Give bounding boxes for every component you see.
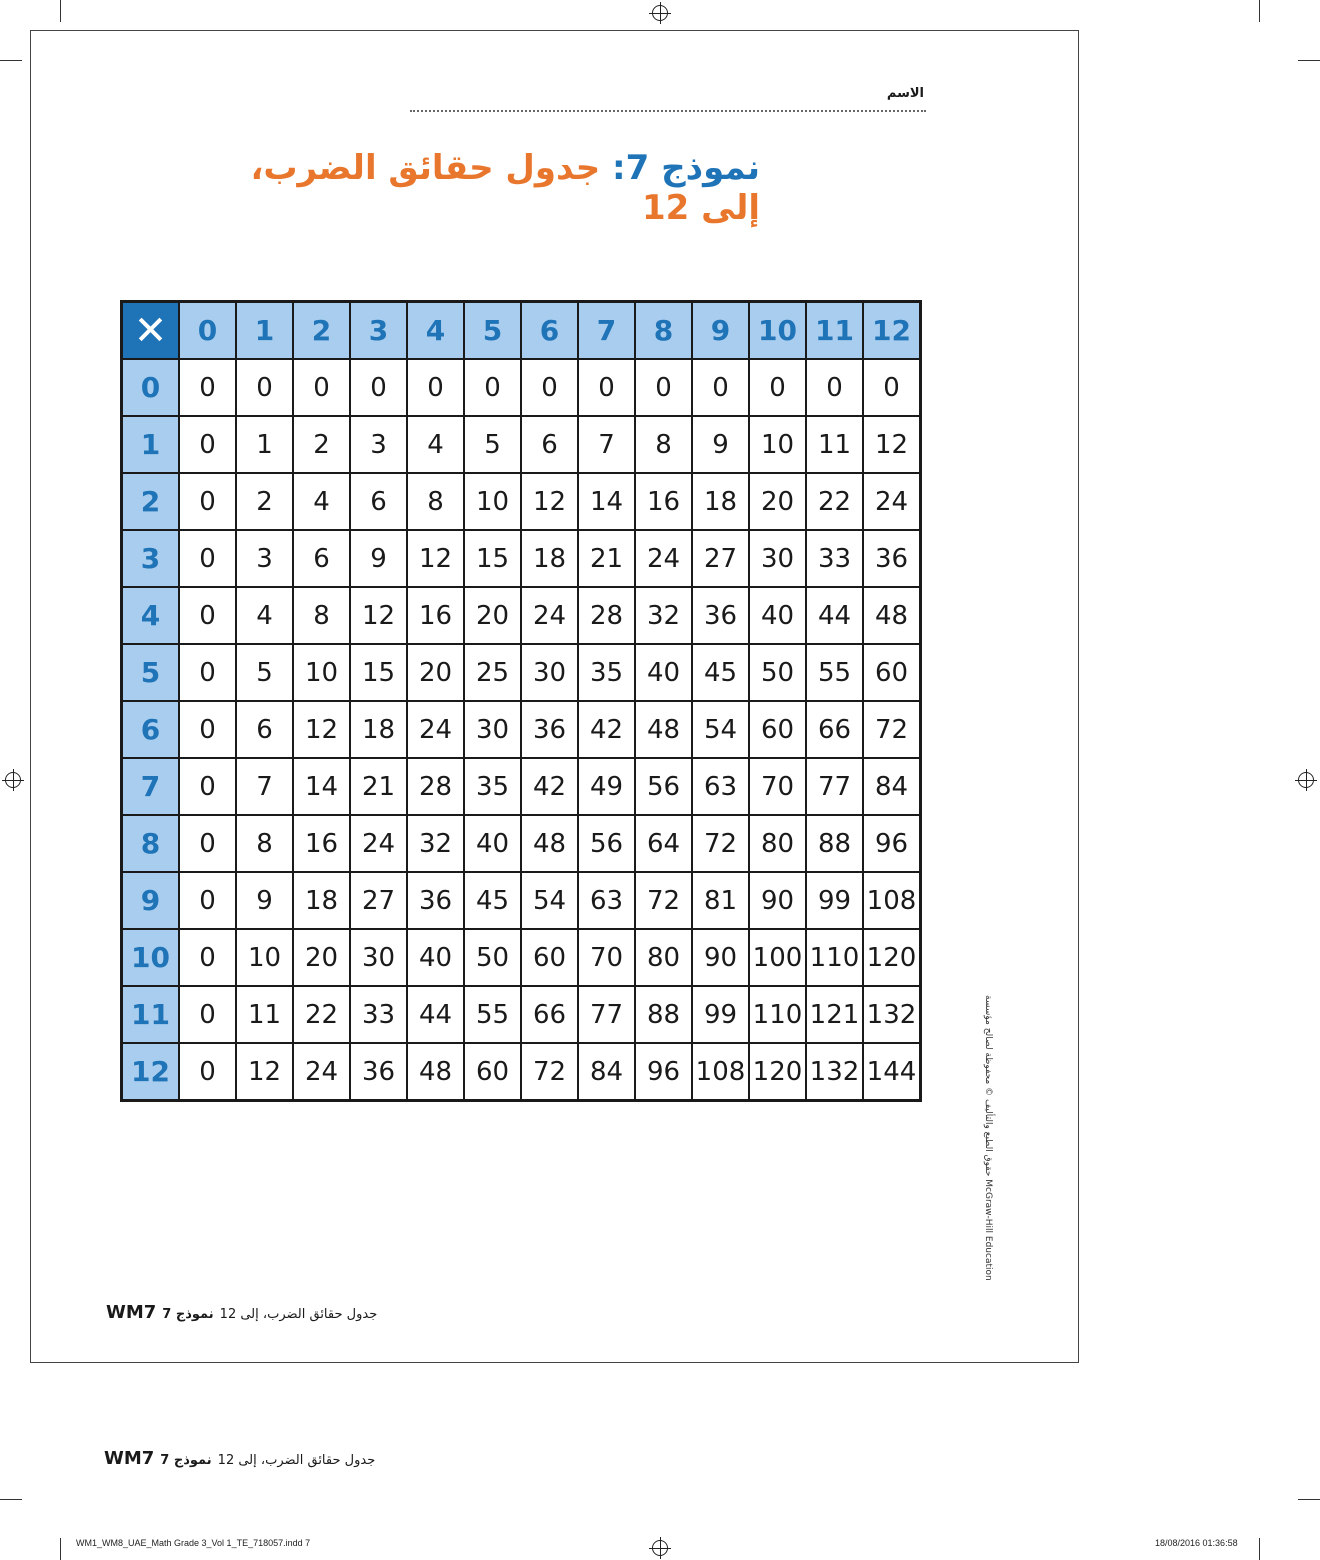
product-cell: 50 xyxy=(749,644,806,701)
table-row xyxy=(122,473,921,530)
footer-label-bold: نموذج 7 xyxy=(160,1453,212,1468)
copyright-credit: حقوق الطبع والتأليف © محفوظة لصالح مؤسسة McGraw-Hill Education xyxy=(983,995,993,1281)
product-cell: 20 xyxy=(407,644,464,701)
product-cell: 12 xyxy=(407,530,464,587)
product-cell: 55 xyxy=(806,644,863,701)
product-cell: 11 xyxy=(806,416,863,473)
crop-mark xyxy=(1259,1538,1260,1560)
product-cell: 56 xyxy=(635,758,692,815)
row-header: 0 xyxy=(122,359,180,416)
table-row xyxy=(122,587,921,644)
product-cell: 0 xyxy=(578,359,635,416)
product-cell: 0 xyxy=(236,359,293,416)
product-cell: 22 xyxy=(806,473,863,530)
footer-page-code: WM7 xyxy=(106,1302,157,1323)
multiply-icon: ✕ xyxy=(122,302,180,360)
product-cell: 32 xyxy=(407,815,464,872)
product-cell: 2 xyxy=(293,416,350,473)
product-cell: 42 xyxy=(521,758,578,815)
column-header: 0 xyxy=(179,302,236,360)
product-cell: 24 xyxy=(293,1043,350,1101)
slug-date: 18/08/2016 01:36:58 xyxy=(1155,1538,1238,1548)
product-cell: 8 xyxy=(236,815,293,872)
product-cell: 30 xyxy=(464,701,521,758)
product-cell: 80 xyxy=(749,815,806,872)
product-cell: 9 xyxy=(236,872,293,929)
product-cell: 20 xyxy=(293,929,350,986)
product-cell: 12 xyxy=(521,473,578,530)
product-cell: 90 xyxy=(692,929,749,986)
product-cell: 15 xyxy=(464,530,521,587)
product-cell: 0 xyxy=(293,359,350,416)
product-cell: 60 xyxy=(749,701,806,758)
row-header: 2 xyxy=(122,473,180,530)
product-cell: 40 xyxy=(635,644,692,701)
product-cell: 96 xyxy=(863,815,921,872)
product-cell: 24 xyxy=(407,701,464,758)
column-header: 5 xyxy=(464,302,521,360)
product-cell: 0 xyxy=(179,473,236,530)
product-cell: 99 xyxy=(692,986,749,1043)
product-cell: 88 xyxy=(806,815,863,872)
product-cell: 36 xyxy=(863,530,921,587)
crop-mark xyxy=(0,60,22,61)
product-cell: 24 xyxy=(635,530,692,587)
product-cell: 121 xyxy=(806,986,863,1043)
product-cell: 48 xyxy=(635,701,692,758)
product-cell: 90 xyxy=(749,872,806,929)
product-cell: 9 xyxy=(692,416,749,473)
table-row xyxy=(122,986,921,1043)
product-cell: 22 xyxy=(293,986,350,1043)
product-cell: 0 xyxy=(521,359,578,416)
product-cell: 16 xyxy=(407,587,464,644)
crop-mark xyxy=(1259,0,1260,22)
product-cell: 56 xyxy=(578,815,635,872)
product-cell: 42 xyxy=(578,701,635,758)
product-cell: 72 xyxy=(692,815,749,872)
product-cell: 110 xyxy=(749,986,806,1043)
row-header: 6 xyxy=(122,701,180,758)
table-row xyxy=(122,758,921,815)
product-cell: 9 xyxy=(350,530,407,587)
product-cell: 45 xyxy=(464,872,521,929)
product-cell: 72 xyxy=(635,872,692,929)
product-cell: 15 xyxy=(350,644,407,701)
product-cell: 7 xyxy=(578,416,635,473)
product-cell: 44 xyxy=(806,587,863,644)
product-cell: 36 xyxy=(692,587,749,644)
table-row xyxy=(122,815,921,872)
product-cell: 132 xyxy=(806,1043,863,1101)
product-cell: 0 xyxy=(179,1043,236,1101)
product-cell: 2 xyxy=(236,473,293,530)
product-cell: 0 xyxy=(179,815,236,872)
product-cell: 63 xyxy=(578,872,635,929)
product-cell: 35 xyxy=(464,758,521,815)
product-cell: 0 xyxy=(863,359,921,416)
product-cell: 1 xyxy=(236,416,293,473)
product-cell: 11 xyxy=(236,986,293,1043)
product-cell: 24 xyxy=(521,587,578,644)
footer-label-text: جدول حقائق الضرب، إلى 12 xyxy=(217,1453,376,1468)
registration-mark-icon xyxy=(652,1540,668,1556)
product-cell: 60 xyxy=(521,929,578,986)
product-cell: 60 xyxy=(464,1043,521,1101)
product-cell: 16 xyxy=(293,815,350,872)
product-cell: 77 xyxy=(578,986,635,1043)
table-row xyxy=(122,872,921,929)
product-cell: 0 xyxy=(464,359,521,416)
product-cell: 72 xyxy=(863,701,921,758)
product-cell: 20 xyxy=(749,473,806,530)
product-cell: 0 xyxy=(179,701,236,758)
product-cell: 0 xyxy=(179,530,236,587)
table-row xyxy=(122,416,921,473)
product-cell: 132 xyxy=(863,986,921,1043)
product-cell: 12 xyxy=(863,416,921,473)
product-cell: 14 xyxy=(578,473,635,530)
product-cell: 0 xyxy=(749,359,806,416)
product-cell: 18 xyxy=(521,530,578,587)
footer-page-code: WM7 xyxy=(104,1448,155,1469)
row-header: 3 xyxy=(122,530,180,587)
column-header: 4 xyxy=(407,302,464,360)
product-cell: 64 xyxy=(635,815,692,872)
product-cell: 100 xyxy=(749,929,806,986)
product-cell: 66 xyxy=(806,701,863,758)
column-header: 3 xyxy=(350,302,407,360)
product-cell: 20 xyxy=(464,587,521,644)
product-cell: 54 xyxy=(521,872,578,929)
product-cell: 84 xyxy=(863,758,921,815)
product-cell: 70 xyxy=(578,929,635,986)
product-cell: 24 xyxy=(350,815,407,872)
product-cell: 0 xyxy=(407,359,464,416)
product-cell: 28 xyxy=(578,587,635,644)
product-cell: 60 xyxy=(863,644,921,701)
product-cell: 0 xyxy=(350,359,407,416)
column-header: 7 xyxy=(578,302,635,360)
row-header: 1 xyxy=(122,416,180,473)
product-cell: 40 xyxy=(464,815,521,872)
product-cell: 70 xyxy=(749,758,806,815)
product-cell: 0 xyxy=(179,986,236,1043)
product-cell: 10 xyxy=(464,473,521,530)
product-cell: 8 xyxy=(635,416,692,473)
product-cell: 0 xyxy=(635,359,692,416)
product-cell: 12 xyxy=(350,587,407,644)
product-cell: 10 xyxy=(749,416,806,473)
page-title xyxy=(220,148,760,228)
table-row xyxy=(122,359,921,416)
product-cell: 0 xyxy=(179,872,236,929)
product-cell: 35 xyxy=(578,644,635,701)
product-cell: 12 xyxy=(293,701,350,758)
product-cell: 7 xyxy=(236,758,293,815)
product-cell: 110 xyxy=(806,929,863,986)
product-cell: 49 xyxy=(578,758,635,815)
product-cell: 6 xyxy=(236,701,293,758)
product-cell: 63 xyxy=(692,758,749,815)
product-cell: 40 xyxy=(749,587,806,644)
product-cell: 84 xyxy=(578,1043,635,1101)
column-header: 10 xyxy=(749,302,806,360)
product-cell: 54 xyxy=(692,701,749,758)
crop-mark xyxy=(60,0,61,22)
product-cell: 0 xyxy=(179,416,236,473)
registration-mark-icon xyxy=(652,5,668,21)
row-header: 4 xyxy=(122,587,180,644)
product-cell: 40 xyxy=(407,929,464,986)
product-cell: 50 xyxy=(464,929,521,986)
row-header: 7 xyxy=(122,758,180,815)
crop-mark xyxy=(60,1538,61,1560)
product-cell: 0 xyxy=(806,359,863,416)
product-cell: 0 xyxy=(179,587,236,644)
product-cell: 18 xyxy=(692,473,749,530)
crop-mark xyxy=(1298,1499,1320,1500)
title-main: جدول حقائق الضرب، إلى 12 xyxy=(250,148,760,228)
registration-mark-icon xyxy=(1298,772,1314,788)
table-row xyxy=(122,530,921,587)
product-cell: 3 xyxy=(350,416,407,473)
product-cell: 66 xyxy=(521,986,578,1043)
product-cell: 4 xyxy=(236,587,293,644)
column-header: 11 xyxy=(806,302,863,360)
product-cell: 12 xyxy=(236,1043,293,1101)
product-cell: 0 xyxy=(179,644,236,701)
table-row xyxy=(122,929,921,986)
product-cell: 81 xyxy=(692,872,749,929)
product-cell: 6 xyxy=(350,473,407,530)
product-cell: 108 xyxy=(863,872,921,929)
product-cell: 99 xyxy=(806,872,863,929)
product-cell: 25 xyxy=(464,644,521,701)
product-cell: 18 xyxy=(293,872,350,929)
row-header: 10 xyxy=(122,929,180,986)
row-header: 9 xyxy=(122,872,180,929)
product-cell: 8 xyxy=(407,473,464,530)
crop-mark xyxy=(0,1499,22,1500)
product-cell: 48 xyxy=(407,1043,464,1101)
column-header: 9 xyxy=(692,302,749,360)
table-row xyxy=(122,701,921,758)
product-cell: 8 xyxy=(293,587,350,644)
column-header: 2 xyxy=(293,302,350,360)
product-cell: 4 xyxy=(407,416,464,473)
product-cell: 48 xyxy=(863,587,921,644)
product-cell: 18 xyxy=(350,701,407,758)
row-header: 11 xyxy=(122,986,180,1043)
product-cell: 77 xyxy=(806,758,863,815)
footer-label-bold: نموذج 7 xyxy=(162,1307,214,1322)
name-line[interactable] xyxy=(410,110,926,112)
product-cell: 0 xyxy=(179,758,236,815)
product-cell: 30 xyxy=(749,530,806,587)
table-row xyxy=(122,1043,921,1101)
product-cell: 33 xyxy=(350,986,407,1043)
product-cell: 30 xyxy=(521,644,578,701)
product-cell: 72 xyxy=(521,1043,578,1101)
product-cell: 0 xyxy=(179,929,236,986)
product-cell: 55 xyxy=(464,986,521,1043)
product-cell: 21 xyxy=(350,758,407,815)
table-header-row xyxy=(122,302,921,360)
column-header: 8 xyxy=(635,302,692,360)
product-cell: 3 xyxy=(236,530,293,587)
product-cell: 27 xyxy=(350,872,407,929)
column-header: 1 xyxy=(236,302,293,360)
column-header: 12 xyxy=(863,302,921,360)
column-header: 6 xyxy=(521,302,578,360)
product-cell: 48 xyxy=(521,815,578,872)
product-cell: 36 xyxy=(350,1043,407,1101)
multiplication-table xyxy=(120,300,922,1102)
row-header: 5 xyxy=(122,644,180,701)
crop-mark xyxy=(1298,60,1320,61)
registration-mark-icon xyxy=(5,772,21,788)
slug-file: WM1_WM8_UAE_Math Grade 3_Vol 1_TE_718057.indd 7 xyxy=(76,1538,311,1548)
product-cell: 36 xyxy=(521,701,578,758)
product-cell: 27 xyxy=(692,530,749,587)
name-label: الاسم xyxy=(886,86,924,101)
product-cell: 36 xyxy=(407,872,464,929)
product-cell: 0 xyxy=(179,359,236,416)
row-header: 8 xyxy=(122,815,180,872)
footer-label-text: جدول حقائق الضرب، إلى 12 xyxy=(219,1307,378,1322)
product-cell: 6 xyxy=(293,530,350,587)
product-cell: 6 xyxy=(521,416,578,473)
product-cell: 10 xyxy=(236,929,293,986)
product-cell: 30 xyxy=(350,929,407,986)
product-cell: 33 xyxy=(806,530,863,587)
title-prefix: نموذج 7: xyxy=(612,148,760,188)
product-cell: 28 xyxy=(407,758,464,815)
product-cell: 4 xyxy=(293,473,350,530)
product-cell: 5 xyxy=(236,644,293,701)
inner-footer xyxy=(106,1302,377,1323)
product-cell: 0 xyxy=(692,359,749,416)
product-cell: 21 xyxy=(578,530,635,587)
product-cell: 96 xyxy=(635,1043,692,1101)
product-cell: 32 xyxy=(635,587,692,644)
product-cell: 144 xyxy=(863,1043,921,1101)
product-cell: 10 xyxy=(293,644,350,701)
table-row xyxy=(122,644,921,701)
outer-footer xyxy=(104,1448,375,1469)
product-cell: 88 xyxy=(635,986,692,1043)
product-cell: 44 xyxy=(407,986,464,1043)
product-cell: 45 xyxy=(692,644,749,701)
product-cell: 16 xyxy=(635,473,692,530)
product-cell: 120 xyxy=(749,1043,806,1101)
product-cell: 24 xyxy=(863,473,921,530)
product-cell: 5 xyxy=(464,416,521,473)
product-cell: 14 xyxy=(293,758,350,815)
product-cell: 108 xyxy=(692,1043,749,1101)
product-cell: 80 xyxy=(635,929,692,986)
row-header: 12 xyxy=(122,1043,180,1101)
product-cell: 120 xyxy=(863,929,921,986)
